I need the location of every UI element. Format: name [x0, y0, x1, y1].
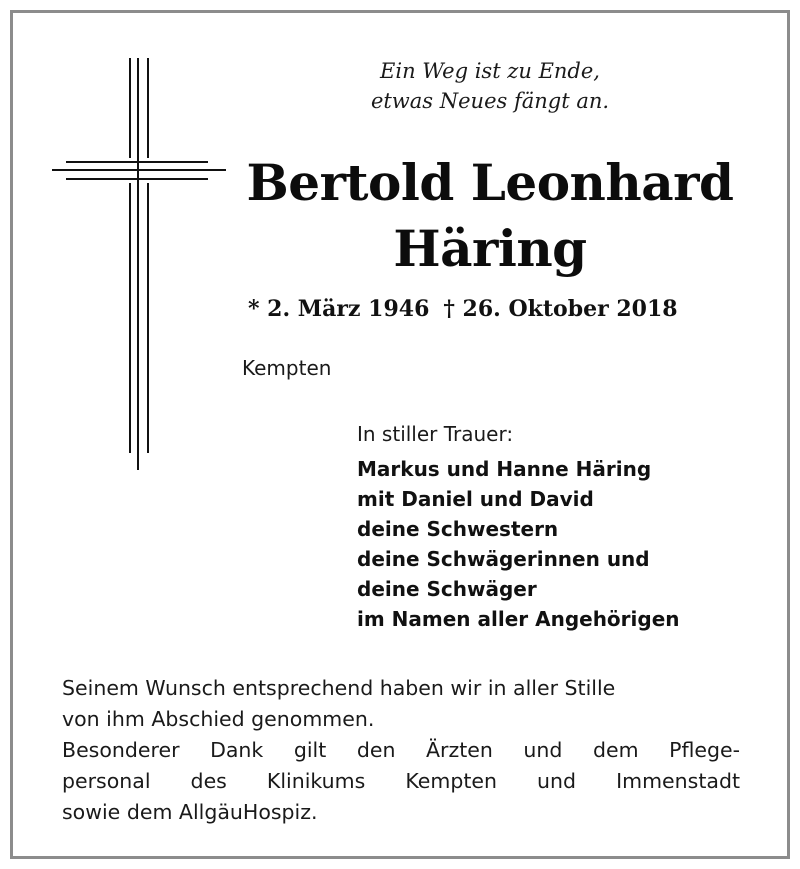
closing-line: Besonderer Dank gilt den Ärzten und dem Pflege- — [62, 738, 740, 762]
mourner-line: deine Schwestern — [357, 517, 559, 541]
life-dates — [248, 293, 748, 325]
death-date: † 26. Oktober 2018 — [443, 296, 678, 322]
deceased-surname: Häring — [393, 219, 587, 278]
closing-line: personal des Klinikums Kempten und Immenstadt — [62, 769, 740, 793]
motto-line: etwas Neues fängt an. — [370, 89, 610, 113]
closing-line: sowie dem AllgäuHospiz. — [62, 800, 318, 824]
mourner-line: Markus und Hanne Häring — [357, 457, 652, 481]
motto-line: Ein Weg ist zu Ende, — [380, 59, 600, 83]
birth-date: * 2. März 1946 — [248, 296, 430, 322]
mourner-line: deine Schwäger — [357, 577, 537, 601]
mourner-line: mit Daniel und David — [357, 487, 594, 511]
mourning-heading: In stiller Trauer: — [357, 422, 514, 446]
mourner-line: im Namen aller Angehörigen — [357, 607, 680, 631]
deceased-name — [230, 150, 750, 282]
closing-line: Seinem Wunsch entsprechend haben wir in aller Stille — [62, 676, 616, 700]
mourners-list — [357, 454, 680, 634]
city: Kempten — [242, 356, 332, 380]
deceased-first-names: Bertold Leonhard — [246, 153, 734, 212]
mourner-line: deine Schwägerinnen und — [357, 547, 650, 571]
closing-line: von ihm Abschied genommen. — [62, 707, 375, 731]
motto — [300, 56, 680, 116]
closing-text — [62, 673, 740, 828]
cross-icon — [50, 58, 230, 473]
